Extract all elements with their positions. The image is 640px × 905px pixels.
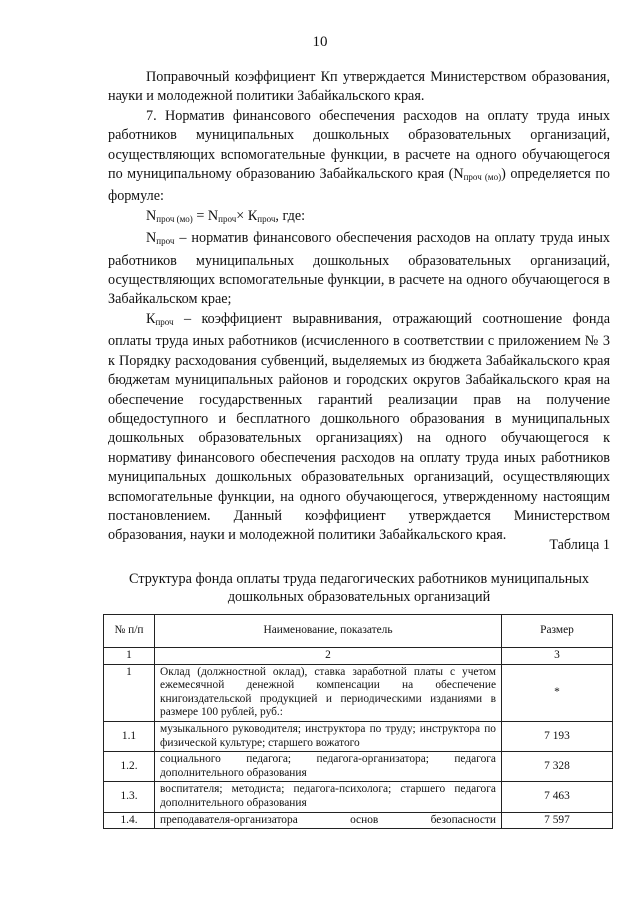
table-row (104, 812, 613, 829)
paragraph-item-7: 7. Норматив финансового обеспечения расходов на оплату труда иных работников муниципальных дошкольных образовательных организаций, осуществляющих вспомогательные функции, в расчете на одного обучающегося по муниципальному образованию Забайкальского края $(N_{проч (мо)})$ определяется по формуле: (108, 107, 611, 205)
table-title: Структура фонда оплаты труда педагогических работников муниципальных дошкольных образовательных организаций (129, 571, 589, 605)
formula: $N_{проч (мо)} = N_{проч}\times К_{проч}$, где: (146, 207, 306, 224)
col-number: 2 (155, 648, 502, 665)
row-size: 7 463 (502, 782, 613, 812)
row-name: преподавателя-организатора основ безопасности (155, 812, 502, 829)
paragraph-correction-coefficient: Поправочный коэффициент Кп утверждается Министерством образования, науки и молодежной политики Забайкальского края. (108, 69, 610, 105)
table-header-row (104, 615, 613, 648)
row-num: 1.1 (104, 721, 155, 751)
row-size: 7 597 (502, 812, 613, 829)
row-num: 1.3. (104, 782, 155, 812)
row-num: 1.2. (104, 752, 155, 782)
header-num: № п/п (104, 615, 155, 648)
row-size: * (502, 664, 613, 721)
table-row (104, 664, 613, 721)
table-row (104, 782, 613, 812)
table-row (104, 752, 613, 782)
row-size: 7 328 (502, 752, 613, 782)
table-label: Таблица 1 (549, 537, 610, 553)
row-name: Оклад (должностной оклад), ставка заработной платы с учетом ежемесячной денежной компенсации на обеспечение книгоиздательской продукцией и периодическими изданиями в размере 100 рублей, руб.: (155, 664, 502, 721)
row-name: музыкального руководителя; инструктора по труду; инструктора по физической культуре; старшего вожатого (155, 721, 502, 751)
paragraph-k-definition: $К_{проч}$ – коэффициент выравнивания, отражающий соотношение фонда оплаты труда иных работников (исчисленного в соответствии с приложением № 3 к Порядку расходования субвенций, выделяемых из бюджета Забайкальского края бюджетам муниципальных районов и городских округов Забайкальского края на обеспечение государственных гарантий реализации прав на получение общедоступного и бесплатного дошкольного образования в муниципальных дошкольных образовательных организациях) на одного обучающегося к нормативу финансового обеспечения расходов на оплату труда иных работников муниципальных дошкольных образовательных организаций, осуществляющих вспомогательные функции, на одного обучающегося, утвержденному настоящим постановлением. Данный коэффициент утверждается Министерством образования, науки и молодежной политики Забайкальского края. (108, 310, 610, 544)
table-row (104, 721, 613, 751)
column-number-row (104, 648, 613, 665)
row-num: 1 (104, 664, 155, 721)
page-number: 10 (312, 34, 328, 50)
row-name: социального педагога; педагога-организатора; педагога дополнительного образования (155, 752, 502, 782)
row-name: воспитателя; методиста; педагога-психолога; старшего педагога дополнительного образования (155, 782, 502, 812)
col-number: 3 (502, 648, 613, 665)
body-text (108, 68, 610, 546)
row-size: 7 193 (502, 721, 613, 751)
header-name: Наименование, показатель (155, 615, 502, 648)
col-number: 1 (104, 648, 155, 665)
paragraph-n-definition: $N_{проч}$ – норматив финансового обеспечения расходов на оплату труда иных работников муниципальных дошкольных образовательных организаций, осуществляющих вспомогательные функции, в расчете на одного обучающегося в Забайкальском крае; (108, 230, 610, 308)
payroll-structure-table (103, 614, 613, 829)
header-size: Размер (502, 615, 613, 648)
row-num: 1.4. (104, 812, 155, 829)
